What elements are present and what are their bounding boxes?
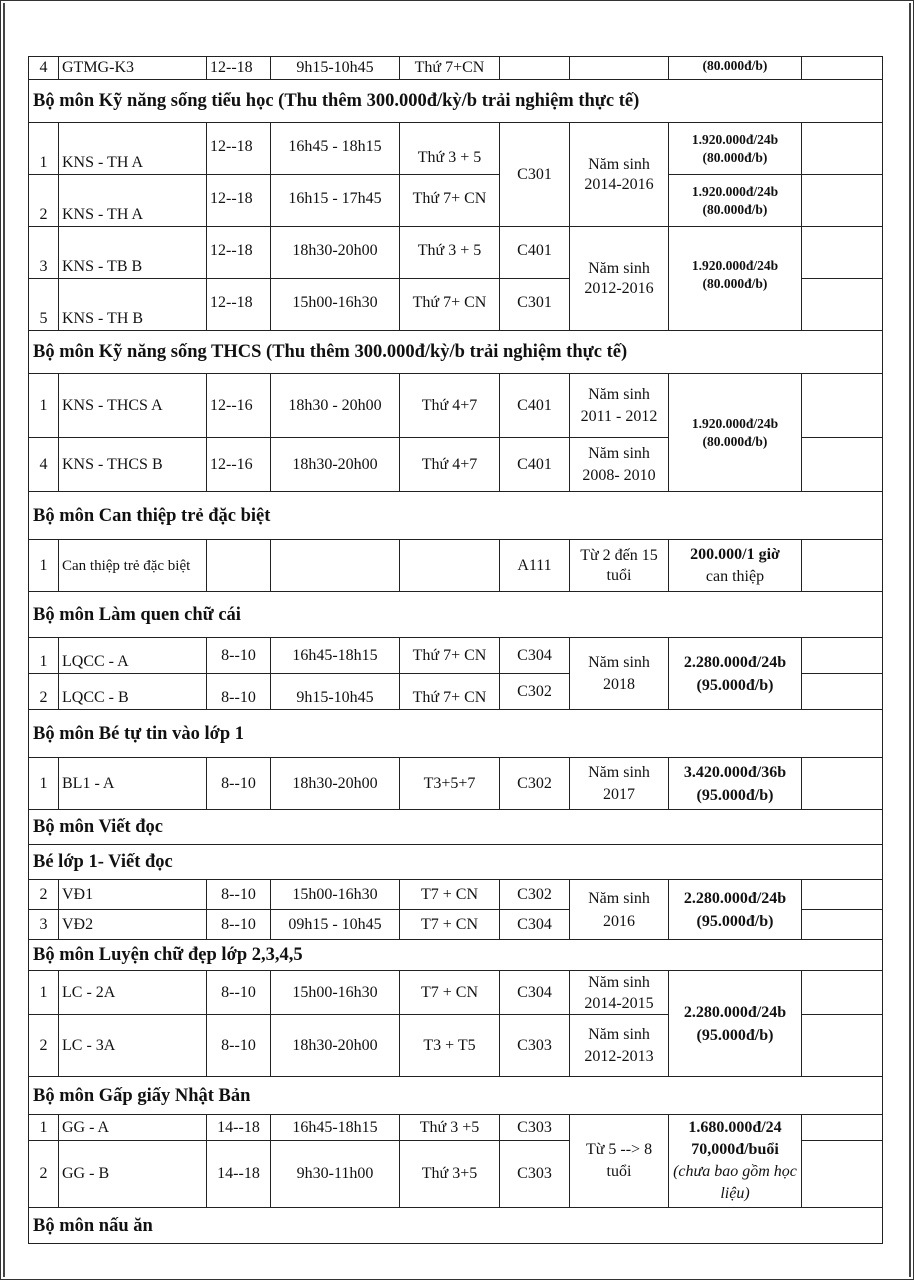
class-days: T3 + T5	[400, 1015, 500, 1077]
class-code: KNS - THCS A	[59, 374, 207, 438]
class-days: Thứ 3 + 5	[400, 123, 500, 175]
class-time: 18h30-20h00	[271, 758, 400, 810]
room: C303	[500, 1141, 570, 1208]
tuition-fee	[669, 374, 802, 492]
tuition-fee	[669, 1115, 802, 1208]
age-range	[207, 540, 271, 592]
class-code: LC - 3A	[59, 1015, 207, 1077]
age-range: 12--18	[207, 175, 271, 227]
class-days: Thứ 7+ CN	[400, 674, 500, 710]
class-time: 16h45 - 18h15	[271, 123, 400, 175]
row-number: 2	[29, 1141, 59, 1208]
section-subtitle: Bé lớp 1- Viết đọc	[29, 845, 883, 880]
room: C302	[500, 674, 570, 710]
class-time: 15h00-16h30	[271, 279, 400, 331]
tuition-fee	[669, 638, 802, 710]
age-range: 12--18	[207, 279, 271, 331]
fee-per-session: (95.000đ/b)	[696, 1026, 774, 1044]
class-time: 18h30-20h00	[271, 1015, 400, 1077]
tuition-fee	[669, 227, 802, 331]
blank-cell	[802, 123, 883, 175]
target-group: Năm sinh 2011 - 2012	[570, 374, 669, 438]
class-code: GG - A	[59, 1115, 207, 1141]
age-range: 12--16	[207, 374, 271, 438]
fee-total: 1.920.000đ/24b	[691, 258, 779, 273]
class-code: KNS - THCS B	[59, 438, 207, 492]
fee-total: 3.420.000đ/36b	[683, 763, 787, 781]
room: C303	[500, 1015, 570, 1077]
row-number: 1	[29, 638, 59, 674]
blank-cell	[802, 1015, 883, 1077]
target-group: Năm sinh 2017	[570, 758, 669, 810]
target-group: Năm sinh 2008- 2010	[570, 438, 669, 492]
section-title: Bộ môn nấu ăn	[29, 1208, 883, 1244]
blank-cell	[802, 880, 883, 910]
class-code: GTMG-K3	[59, 57, 207, 80]
class-code: GG - B	[59, 1141, 207, 1208]
class-time: 15h00-16h30	[271, 880, 400, 910]
age-range: 8--10	[207, 674, 271, 710]
fee-per-session: (80.000đ/b)	[702, 149, 768, 165]
age-range: 12--16	[207, 438, 271, 492]
room: C401	[500, 438, 570, 492]
section-title: Bộ môn Gấp giấy Nhật Bản	[29, 1077, 883, 1115]
section-heading-row	[29, 592, 883, 638]
blank-cell	[802, 57, 883, 80]
section-heading-row	[29, 80, 883, 123]
blank-cell	[802, 758, 883, 810]
table-row	[29, 227, 883, 279]
class-code: KNS - TH A	[59, 123, 207, 175]
row-number: 1	[29, 758, 59, 810]
class-time: 16h15 - 17h45	[271, 175, 400, 227]
blank-cell	[802, 1115, 883, 1141]
section-title: Bộ môn Bé tự tin vào lớp 1	[29, 710, 883, 758]
table-row	[29, 374, 883, 438]
class-code: KNS - TB B	[59, 227, 207, 279]
section-title: Bộ môn Kỹ năng sống tiểu học (Thu thêm 300.000đ/kỳ/b trải nghiệm thực tế)	[29, 80, 883, 123]
row-number: 1	[29, 540, 59, 592]
fee-per-session: (95.000đ/b)	[696, 912, 774, 930]
fee-per-session: (80.000đ/b)	[702, 276, 768, 291]
age-range: 14--18	[207, 1115, 271, 1141]
fee-total: 1.680.000đ/24	[688, 1119, 782, 1136]
fee-total: 2.280.000đ/24b	[683, 1003, 787, 1021]
class-code: BL1 - A	[59, 758, 207, 810]
blank-cell	[802, 971, 883, 1015]
fee-unit: can thiệp	[705, 567, 765, 585]
blank-cell	[802, 910, 883, 940]
class-days: Thứ 3 +5	[400, 1115, 500, 1141]
class-code: KNS - TH B	[59, 279, 207, 331]
row-number: 2	[29, 175, 59, 227]
class-days: T7 + CN	[400, 880, 500, 910]
room	[500, 57, 570, 80]
fee-per-session: (95.000đ/b)	[696, 786, 774, 804]
fee-total: 1.920.000đ/24b	[691, 131, 779, 147]
class-time: 9h15-10h45	[271, 674, 400, 710]
target-group: Năm sinh 2012-2016	[570, 227, 669, 331]
table-row	[29, 540, 883, 592]
class-days: T3+5+7	[400, 758, 500, 810]
age-range: 12--18	[207, 57, 271, 80]
fee-per-session: (80.000đ/b)	[702, 433, 768, 449]
section-heading-row	[29, 810, 883, 845]
section-title: Bộ môn Viết đọc	[29, 810, 883, 845]
blank-cell	[802, 279, 883, 331]
class-time: 18h30-20h00	[271, 438, 400, 492]
class-time: 9h15-10h45	[271, 57, 400, 80]
section-heading-row	[29, 845, 883, 880]
class-code: VĐ2	[59, 910, 207, 940]
class-time: 09h15 - 10h45	[271, 910, 400, 940]
fee-note: (chưa bao gồm học liệu)	[673, 1163, 797, 1202]
age-range: 12--18	[207, 123, 271, 175]
row-number: 2	[29, 880, 59, 910]
class-days: T7 + CN	[400, 910, 500, 940]
class-days: Thứ 4+7	[400, 438, 500, 492]
row-number: 1	[29, 1115, 59, 1141]
room: C302	[500, 880, 570, 910]
target-group: Năm sinh 2012-2013	[570, 1015, 669, 1077]
row-number: 3	[29, 910, 59, 940]
class-time: 15h00-16h30	[271, 971, 400, 1015]
age-range: 8--10	[207, 1015, 271, 1077]
class-days: Thứ 3+5	[400, 1141, 500, 1208]
section-title: Bộ môn Can thiệp trẻ đặc biệt	[29, 492, 883, 540]
class-code: LC - 2A	[59, 971, 207, 1015]
class-days: Thứ 7+ CN	[400, 175, 500, 227]
age-range: 8--10	[207, 971, 271, 1015]
fee-per-session: 70,000đ/buổi	[691, 1141, 779, 1158]
room: C401	[500, 227, 570, 279]
class-schedule-table	[28, 56, 883, 1244]
section-heading-row	[29, 710, 883, 758]
row-number: 2	[29, 1015, 59, 1077]
target-group: Năm sinh 2014-2015	[570, 971, 669, 1015]
room: C302	[500, 758, 570, 810]
age-range: 8--10	[207, 880, 271, 910]
blank-cell	[802, 638, 883, 674]
room: C301	[500, 123, 570, 227]
class-time: 16h45-18h15	[271, 638, 400, 674]
room: C303	[500, 1115, 570, 1141]
tuition-fee	[669, 175, 802, 227]
class-days: Thứ 7+ CN	[400, 638, 500, 674]
class-time	[271, 540, 400, 592]
class-time: 18h30-20h00	[271, 227, 400, 279]
table-row	[29, 880, 883, 910]
row-number: 5	[29, 279, 59, 331]
table-row	[29, 758, 883, 810]
fee-total: 1.920.000đ/24b	[691, 183, 779, 199]
room: C304	[500, 971, 570, 1015]
section-heading-row	[29, 1208, 883, 1244]
age-range: 8--10	[207, 638, 271, 674]
blank-cell	[802, 227, 883, 279]
section-title: Bộ môn Kỹ năng sống THCS (Thu thêm 300.000đ/kỳ/b trải nghiệm thực tế)	[29, 331, 883, 374]
tuition-fee	[669, 758, 802, 810]
row-number: 1	[29, 123, 59, 175]
fee-per-session: (95.000đ/b)	[696, 676, 774, 694]
target-group	[570, 57, 669, 80]
age-range: 8--10	[207, 758, 271, 810]
blank-cell	[802, 674, 883, 710]
target-group: Năm sinh 2014-2016	[570, 123, 669, 227]
row-number: 1	[29, 374, 59, 438]
section-heading-row	[29, 1077, 883, 1115]
class-days: Thứ 7+ CN	[400, 279, 500, 331]
class-days: Thứ 7+CN	[400, 57, 500, 80]
target-group: Từ 5 --> 8 tuổi	[570, 1115, 669, 1208]
tuition-fee	[669, 123, 802, 175]
table-row	[29, 175, 883, 227]
section-heading-row	[29, 331, 883, 374]
tuition-fee	[669, 540, 802, 592]
age-range: 14--18	[207, 1141, 271, 1208]
blank-cell	[802, 1141, 883, 1208]
room: C301	[500, 279, 570, 331]
age-range: 8--10	[207, 910, 271, 940]
row-number: 4	[29, 438, 59, 492]
fee-total: 2.280.000đ/24b	[683, 889, 787, 907]
section-heading-row	[29, 940, 883, 971]
class-code: LQCC - B	[59, 674, 207, 710]
room: C304	[500, 910, 570, 940]
row-number: 2	[29, 674, 59, 710]
blank-cell	[802, 374, 883, 438]
room: A111	[500, 540, 570, 592]
table-row	[29, 123, 883, 175]
fee-total: 200.000/1 giờ	[690, 545, 780, 563]
class-code: Can thiệp trẻ đặc biệt	[59, 540, 207, 592]
class-time: 9h30-11h00	[271, 1141, 400, 1208]
blank-cell	[802, 540, 883, 592]
class-code: KNS - TH A	[59, 175, 207, 227]
class-time: 16h45-18h15	[271, 1115, 400, 1141]
table-row	[29, 57, 883, 80]
target-group: Năm sinh 2018	[570, 638, 669, 710]
blank-cell	[802, 175, 883, 227]
age-range: 12--18	[207, 227, 271, 279]
section-title: Bộ môn Luyện chữ đẹp lớp 2,3,4,5	[29, 940, 883, 971]
tuition-fee: (80.000đ/b)	[669, 57, 802, 80]
table-row	[29, 1115, 883, 1141]
class-code: VĐ1	[59, 880, 207, 910]
tuition-fee	[669, 971, 802, 1077]
class-days: Thứ 3 + 5	[400, 227, 500, 279]
row-number: 1	[29, 971, 59, 1015]
blank-cell	[802, 438, 883, 492]
fee-per-session: (80.000đ/b)	[702, 201, 768, 217]
row-number: 3	[29, 227, 59, 279]
room: C401	[500, 374, 570, 438]
class-time: 18h30 - 20h00	[271, 374, 400, 438]
target-group: Từ 2 đến 15 tuổi	[570, 540, 669, 592]
fee-total: 2.280.000đ/24b	[683, 653, 787, 671]
class-code: LQCC - A	[59, 638, 207, 674]
fee-total: 1.920.000đ/24b	[691, 415, 779, 431]
class-days: Thứ 4+7	[400, 374, 500, 438]
table-row	[29, 638, 883, 674]
section-title: Bộ môn Làm quen chữ cái	[29, 592, 883, 638]
target-group: Năm sinh 2016	[570, 880, 669, 940]
room: C304	[500, 638, 570, 674]
tuition-fee	[669, 880, 802, 940]
row-number: 4	[29, 57, 59, 80]
section-heading-row	[29, 492, 883, 540]
class-days: T7 + CN	[400, 971, 500, 1015]
table-row	[29, 971, 883, 1015]
class-days	[400, 540, 500, 592]
